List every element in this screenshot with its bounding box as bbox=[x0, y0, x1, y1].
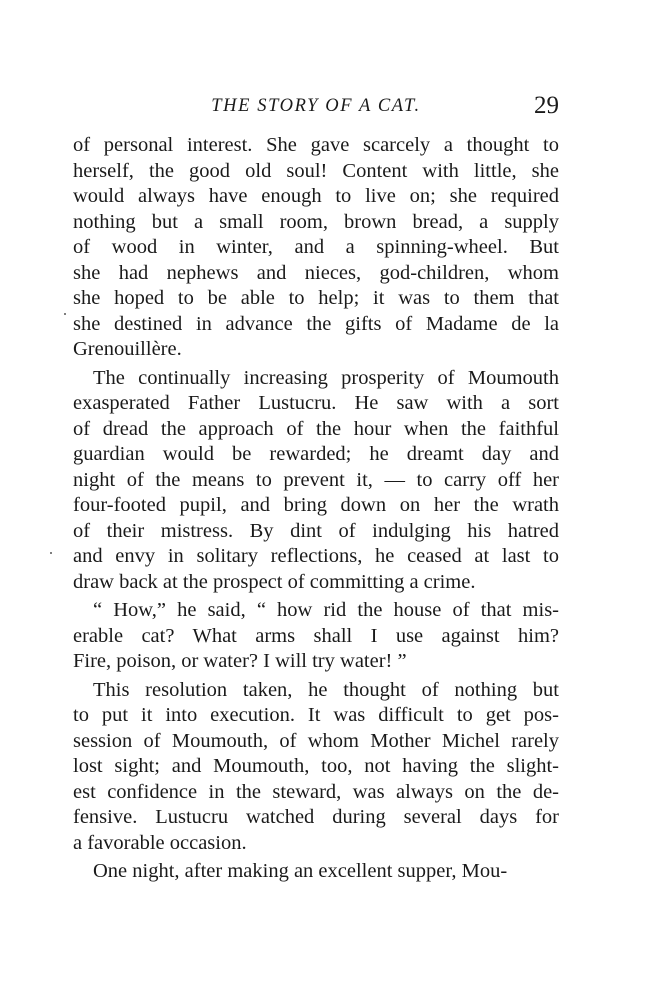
paragraph bbox=[73, 133, 559, 363]
text-line: This resolution taken, he thought of nothing but bbox=[93, 678, 559, 701]
paragraph bbox=[73, 598, 559, 675]
paragraph bbox=[73, 366, 559, 596]
text-line: of wood in winter, and a spinning-wheel. But bbox=[73, 236, 559, 258]
paragraph bbox=[73, 678, 559, 857]
text-line: Fire, poison, or water? I will try water! ” bbox=[73, 650, 407, 672]
text-line: “ How,” he said, “ how rid the house of that mis- bbox=[93, 599, 559, 621]
text-line: to put it into execution. It was difficult to get pos- bbox=[73, 704, 559, 726]
print-speck bbox=[64, 313, 66, 315]
body-text bbox=[73, 133, 559, 885]
text-line: lost sight; and Moumouth, too, not having the slight- bbox=[73, 755, 559, 777]
text-line: fensive. Lustucru watched during several days for bbox=[73, 806, 559, 828]
text-line: herself, the good old soul! Content with little, she bbox=[73, 159, 559, 182]
text-line: of their mistress. By dint of indulging his hatred bbox=[73, 519, 559, 542]
text-line: One night, after making an excellent supper, Mou- bbox=[93, 860, 508, 882]
print-speck bbox=[50, 552, 52, 554]
text-line: she had nephews and nieces, god-children, whom bbox=[73, 261, 559, 284]
text-line: four-footed pupil, and bring down on her the wrath bbox=[73, 494, 559, 516]
text-line: Grenouillère. bbox=[73, 338, 182, 360]
text-line: she hoped to be able to help; it was to them that bbox=[73, 287, 559, 309]
text-line: nothing but a small room, brown bread, a supply bbox=[73, 210, 559, 233]
text-line: est confidence in the steward, was always on the de- bbox=[73, 780, 559, 803]
text-line: erable cat? What arms shall I use against him? bbox=[73, 624, 559, 647]
running-title: THE STORY OF A CAT. bbox=[211, 96, 421, 116]
paragraph bbox=[73, 859, 559, 885]
text-line: exasperated Father Lustucru. He saw with a sort bbox=[73, 392, 559, 414]
text-line: night of the means to prevent it, — to carry off her bbox=[73, 468, 559, 491]
text-line: draw back at the prospect of committing a crime. bbox=[73, 570, 476, 593]
text-line: a favorable occasion. bbox=[73, 831, 247, 854]
text-line: guardian would be rewarded; he dreamt day and bbox=[73, 443, 559, 465]
running-head bbox=[73, 94, 559, 124]
page-number: 29 bbox=[534, 92, 559, 119]
text-line: of personal interest. She gave scarcely a thought to bbox=[73, 134, 559, 156]
text-line: and envy in solitary reflections, he ceased at last to bbox=[73, 545, 559, 567]
text-line: would always have enough to live on; she required bbox=[73, 185, 559, 207]
text-line: session of Moumouth, of whom Mother Michel rarely bbox=[73, 729, 559, 752]
text-line: The continually increasing prosperity of Moumouth bbox=[93, 366, 559, 389]
text-line: of dread the approach of the hour when the faithful bbox=[73, 417, 559, 440]
text-line: she destined in advance the gifts of Madame de la bbox=[73, 312, 559, 335]
